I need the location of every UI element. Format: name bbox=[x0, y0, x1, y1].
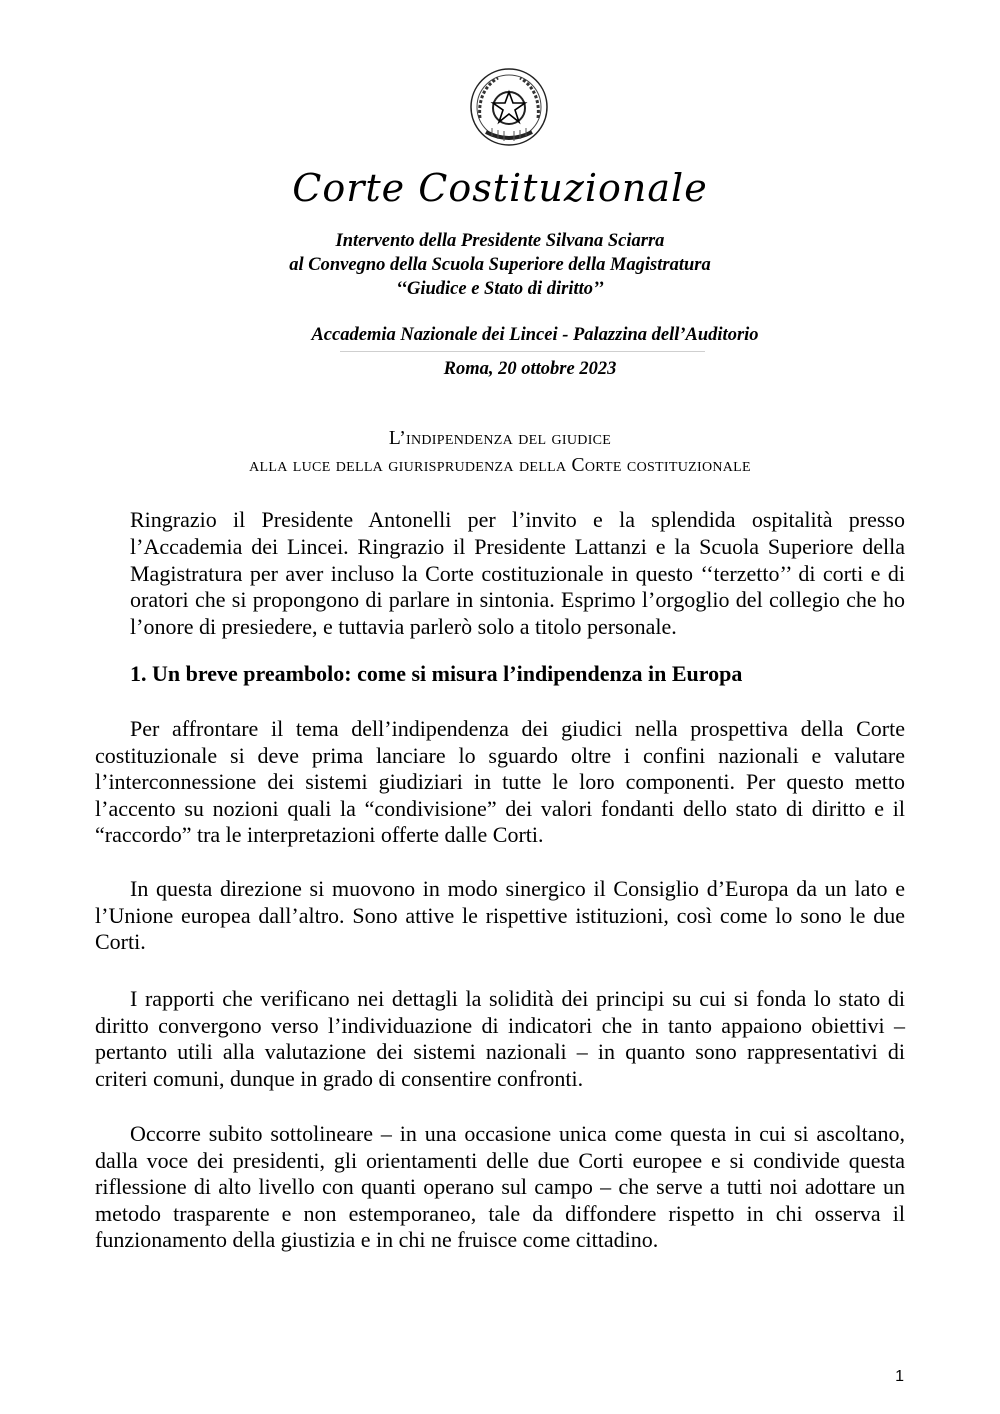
speech-line-2: al Convegno della Scuola Superiore della Magistratura bbox=[289, 255, 711, 275]
speech-line-1: Intervento della Presidente Silvana Sciarra bbox=[335, 231, 665, 251]
intro-paragraph: l’Accademia dei Lincei. Ringrazio il Presidente Lattanzi e la Scuola Superiore della Magistratura per aver incluso la Corte costituzionale in questo ‘‘terzetto’’ di corti e di oratori che si propongono di parlare in sintonia. Esprimo l’orgoglio del collegio che ho l’onore di presiedere, e tuttavia parlerò solo a titolo personale. bbox=[130, 534, 905, 639]
court-name: Corte Costituzionale bbox=[292, 166, 708, 210]
body-paragraph-2: In questa direzione si muovono in modo sinergico il Consiglio d’Europa da un lato e l’Unione europea dall’altro. Sono attive le rispettive istituzioni, così come lo sono le due Corti. bbox=[95, 876, 905, 955]
speech-line-3: ‘‘Giudice e Stato di diritto’’ bbox=[396, 279, 604, 299]
italian-republic-emblem-icon bbox=[468, 66, 550, 148]
title-line-1: L’indipendenza del giudice bbox=[388, 428, 612, 449]
body-paragraph-3: I rapporti che verificano nei dettagli la solidità dei principi su cui si fonda lo stato di diritto convergono verso l’individuazione di indicatori che in tanto appaiono obiettivi – pertanto utili alla valutazione dei sistemi nazionali – in quanto sono rappresentativi di criteri comuni, dunque in grado di consentire confronti. bbox=[95, 986, 905, 1091]
title-line-2: alla luce della giurisprudenza della Corte costituzionale bbox=[249, 455, 751, 476]
page-number: 1 bbox=[895, 1368, 904, 1385]
divider bbox=[340, 351, 705, 352]
intro-first-line-text: Ringrazio il Presidente Antonelli per l’invito e la splendida ospitalità presso bbox=[130, 507, 905, 532]
body-paragraph-4: Occorre subito sottolineare – in una occasione unica come questa in cui si ascoltano, dalla voce dei presidenti, gli orientamenti delle due Corti europee e si condivide questa riflessione di alto livello con quanti operano sul campo – che serve a tutti noi adottare un metodo trasparente e non estemporaneo, tale da diffondere rispetto in chi osserva il funzionamento della giustizia e in chi ne fruisce come cittadino. bbox=[95, 1121, 905, 1253]
date: Roma, 20 ottobre 2023 bbox=[443, 359, 617, 379]
intro-first-line bbox=[130, 507, 905, 534]
venue: Accademia Nazionale dei Lincei - Palazzina dell’Auditorio bbox=[311, 325, 759, 345]
section-heading: 1. Un breve preambolo: come si misura l’indipendenza in Europa bbox=[130, 661, 743, 686]
body-paragraph-1: Per affrontare il tema dell’indipendenza dei giudici nella prospettiva della Corte costituzionale si deve prima lanciare lo sguardo oltre i confini nazionali e valutare l’interconnessione dei sistemi giudiziari in tutte le loro componenti. Per questo metto l’accento su nozioni quali la “condivisione” dei valori fondanti dello stato di diritto e il “raccordo” tra le interpretazioni offerte dalle Corti. bbox=[95, 716, 905, 848]
